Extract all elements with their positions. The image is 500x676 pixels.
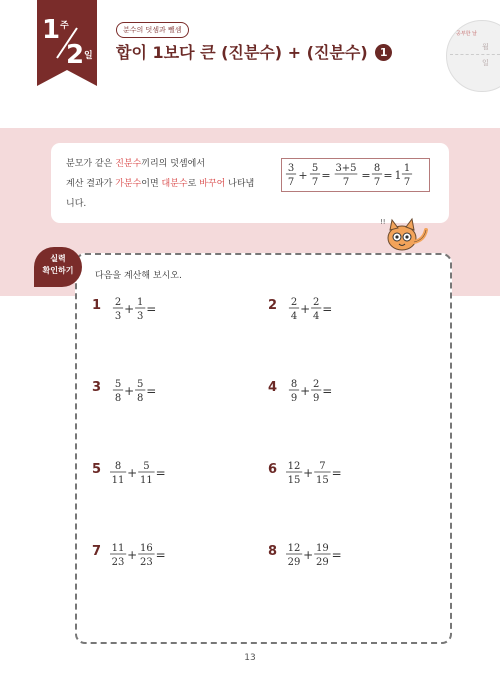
title-number-badge: 1 — [375, 44, 392, 61]
problem-frac-b-numerator: 19 — [316, 543, 329, 554]
formula-frac-sum-denominator: 7 — [342, 177, 350, 188]
unit-badge: 분수의 덧셈과 뺄셈 — [116, 22, 189, 38]
week-number: 1 — [42, 15, 61, 45]
exp-text: 계산 결과가 — [66, 179, 116, 189]
problem-frac-a-denominator: 23 — [111, 557, 125, 568]
formula-frac-b-numerator: 5 — [311, 163, 319, 174]
problem-equals: = — [155, 466, 166, 480]
problem-frac-b-numerator: 2 — [313, 297, 320, 308]
formula-frac-result-numerator: 8 — [373, 163, 381, 174]
exp-text: 나타냅 — [225, 179, 255, 189]
problem-expression — [110, 538, 190, 570]
problem-frac-b-numerator: 16 — [140, 543, 153, 554]
problem-frac-a-denominator: 4 — [290, 311, 298, 322]
problem-plus: + — [127, 466, 138, 480]
problem-frac-a-denominator: 15 — [287, 475, 301, 486]
problem-frac-a-numerator: 2 — [114, 297, 122, 308]
practice-tag — [34, 247, 82, 287]
problem-equals: = — [322, 302, 333, 316]
cat-character — [380, 216, 430, 256]
problem-frac-a-numerator: 8 — [114, 461, 122, 472]
problem-frac-b-denominator: 29 — [316, 557, 329, 568]
formula-frac-b-denominator: 7 — [311, 177, 319, 188]
study-date-label: 공부한 날 — [456, 31, 477, 37]
study-day-label: 일 — [482, 59, 489, 67]
problem-number: 3 — [92, 380, 102, 395]
problem-frac-b-denominator: 4 — [313, 311, 320, 322]
day-unit: 일 — [84, 51, 93, 61]
study-month-label: 월 — [482, 43, 489, 51]
explanation-line-3: 니다. — [66, 199, 87, 209]
page-title — [116, 40, 392, 63]
problem-frac-a-denominator: 3 — [114, 311, 122, 322]
exp-text: 끼리의 덧셈에서 — [141, 159, 206, 169]
formula-plus: + — [298, 169, 308, 182]
problem-expression — [286, 374, 366, 406]
problem-expression — [110, 374, 190, 406]
problem-plus: + — [127, 548, 138, 562]
problem-expression — [286, 292, 366, 324]
problem-frac-a-denominator: 29 — [287, 557, 301, 568]
problem-frac-a-numerator: 8 — [290, 379, 298, 390]
problem-equals: = — [331, 466, 342, 480]
problem-frac-b-denominator: 23 — [140, 557, 153, 568]
page-title-text: 합이 1보다 큰 (진분수) + (진분수) — [116, 43, 368, 62]
formula-equals-1: = — [321, 169, 331, 182]
problem-expression — [110, 292, 190, 324]
explanation-line-2 — [66, 176, 254, 189]
problem-frac-b-numerator: 1 — [137, 297, 144, 308]
formula-equals-2: = — [361, 169, 371, 182]
formula-mixed-whole: 1 — [394, 169, 402, 182]
formula-frac-sum-numerator: 3+5 — [335, 163, 357, 174]
example-formula — [281, 158, 428, 190]
problem-frac-a-denominator: 9 — [290, 393, 298, 404]
problem-frac-b-numerator: 5 — [137, 379, 144, 390]
problem-plus: + — [303, 548, 314, 562]
problem-expression — [286, 456, 366, 488]
problem-equals: = — [146, 384, 157, 398]
page-number: 13 — [244, 653, 256, 663]
problem-frac-a-numerator: 12 — [287, 543, 301, 554]
problem-expression — [110, 456, 190, 488]
formula-frac-a-numerator: 3 — [287, 163, 295, 174]
problem-frac-b-numerator: 5 — [143, 461, 150, 472]
problem-equals: = — [155, 548, 166, 562]
formula-mixed-frac-denominator: 7 — [403, 177, 411, 188]
problem-expression — [286, 538, 366, 570]
problem-frac-a-numerator: 12 — [287, 461, 301, 472]
formula-frac-result-denominator: 7 — [373, 177, 381, 188]
exp-text: 로 — [187, 179, 200, 189]
problem-equals: = — [146, 302, 157, 316]
problem-number: 4 — [268, 380, 278, 395]
problem-frac-b-denominator: 8 — [137, 393, 144, 404]
problem-frac-b-numerator: 7 — [319, 461, 326, 472]
problem-frac-a-numerator: 5 — [114, 379, 122, 390]
problem-number: 1 — [92, 298, 102, 313]
exp-highlight: 진분수 — [115, 159, 142, 169]
practice-tag-line2: 확인하기 — [42, 266, 74, 275]
problem-frac-b-numerator: 2 — [313, 379, 320, 390]
problem-equals: = — [322, 384, 333, 398]
problem-equals: = — [331, 548, 342, 562]
problem-plus: + — [300, 384, 311, 398]
study-date-divider — [450, 54, 500, 55]
problem-frac-a-numerator: 11 — [111, 543, 125, 554]
formula-equals-3: = — [383, 169, 393, 182]
problem-plus: + — [300, 302, 311, 316]
exp-highlight: 대분수 — [161, 179, 188, 189]
problem-frac-a-denominator: 8 — [114, 393, 122, 404]
exp-text: 이면 — [141, 179, 162, 189]
problem-frac-a-numerator: 2 — [290, 297, 298, 308]
problem-number: 2 — [268, 298, 278, 313]
problem-frac-b-denominator: 15 — [316, 475, 329, 486]
problem-plus: + — [124, 302, 135, 316]
day-number: 2 — [66, 40, 85, 70]
explanation-line-1 — [66, 156, 205, 169]
formula-mixed-frac-numerator: 1 — [403, 163, 411, 174]
problem-plus: + — [303, 466, 314, 480]
exp-highlight: 가분수 — [115, 179, 142, 189]
week-unit: 주 — [60, 21, 69, 31]
formula-frac-a-denominator: 7 — [287, 177, 295, 188]
problem-frac-b-denominator: 9 — [313, 393, 320, 404]
problem-number: 7 — [92, 544, 102, 559]
problem-frac-a-denominator: 11 — [111, 475, 125, 486]
exp-text: 분모가 같은 — [66, 159, 116, 169]
problem-frac-b-denominator: 3 — [137, 311, 144, 322]
problem-number: 5 — [92, 462, 102, 477]
instruction-text: 다음을 계산해 보시오. — [95, 271, 182, 281]
practice-tag-line1: 실력 — [50, 254, 66, 263]
problem-number: 8 — [268, 544, 278, 559]
problem-frac-b-denominator: 11 — [140, 475, 153, 486]
problem-number: 6 — [268, 462, 278, 477]
problem-plus: + — [124, 384, 135, 398]
exp-highlight: 바꾸어 — [199, 179, 226, 189]
svg-text:!!: !! — [380, 218, 386, 226]
